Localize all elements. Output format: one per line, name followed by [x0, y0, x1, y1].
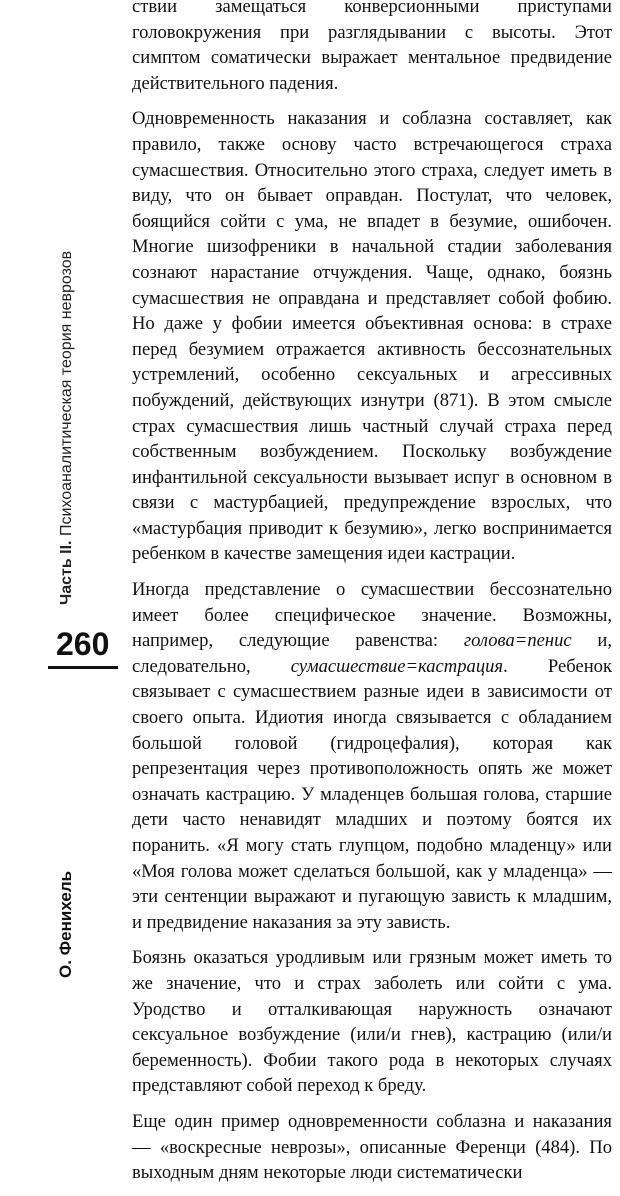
- part-label: Часть II.: [58, 540, 75, 605]
- page-margin: [0, 0, 120, 991]
- paragraph-3: [132, 577, 612, 935]
- paragraph-3-part-e: . Ребенок связывает с сумасшествием разные идеи в зависимости от своего опыта. Идиотия иногда связывается с обладанием большой головой (гидроцефалия), которая как репрезентация через противоположность опять же может означать кастрацию. У младенцев большая голова, старшие дети часто ненавидят младших и поэтому боятся их поранить. «Я могу стать глупцом, подобно младенцу» или «Моя голова может сделаться большой, как у младенца» — эти сентенции выражают и пугающую зависть к младшим, и предвидение наказания за эту зависть.: [132, 655, 612, 933]
- author-running-footer: [52, 870, 80, 990]
- paragraph-2: Одновременность наказания и соблазна составляет, как правило, также основу часто встречающегося страха сумасшествия. Относительно этого страха, следует иметь в виду, что он бывает оправдан. Постулат, что человек, боящийся сойти с ума, не впадет в безумие, ошибочен. Многие шизофреники в начальной стадии заболевания сознают нарастание отчуждения. Чаще, однако, боязнь сумасшествия не оправдана и представляет собой фобию. Но даже у фобии имеется объективная основа: в страхе перед безумием отражается активность бессознательных устремлений, особенно сексуальных и агрессивных побуждений, действующих изнутри (871). В этом смысле страх сумасшествия лишь частный случай страха перед собственным возбуждением. Поскольку возбуждение инфантильной сексуальности вызывает испуг в основном в связи с мастурбацией, предупреждение взрослых, что «мастурбация приводит к безумию», легко воспринимается ребенком в качестве замещения идеи кастрации.: [132, 108, 612, 565]
- equation-head-penis: голова=пенис: [463, 630, 572, 652]
- page-number-rule: [48, 666, 118, 669]
- body-text: [132, 0, 612, 1196]
- paragraph-5: Еще один пример одновременности соблазна и наказания — «воскресные неврозы», описанные Ференци (484). По выходным дням некоторые люди систематически: [132, 1110, 612, 1184]
- part-title-vertical: [52, 210, 80, 610]
- paragraph-4: Боязнь оказаться уродливым или грязным может иметь то же значение, что и страх заболеть или сойти с ума. Уродство и отталкивающая наружность означают сексуальное возбуждение (или/и гнев), кастрацию (или/и беременность). Фобии такого рода в некоторых случаях представляют собой переход к бреду.: [132, 947, 612, 1097]
- equation-madness-castration: сумасшествие=кастрация: [290, 655, 504, 677]
- page-number: 260: [56, 626, 110, 662]
- part-title: Психоаналитическая теория неврозов: [58, 250, 75, 541]
- paragraph-1: ствии замещаться конверсионными приступами головокружения при разглядывании с высоты. Этот симптом соматически выражает ментальное предвидение действительного падения.: [132, 0, 612, 94]
- running-header: [52, 210, 80, 980]
- author-name: О. Фенихель: [56, 870, 75, 978]
- paragraph-3-part-c: и, следовательно,: [132, 630, 612, 677]
- paragraph-3-part-a: Иногда представление о сумасшествии бессознательно имеет более специфическое значение. Возможны, например, следующие равенства:: [132, 579, 612, 652]
